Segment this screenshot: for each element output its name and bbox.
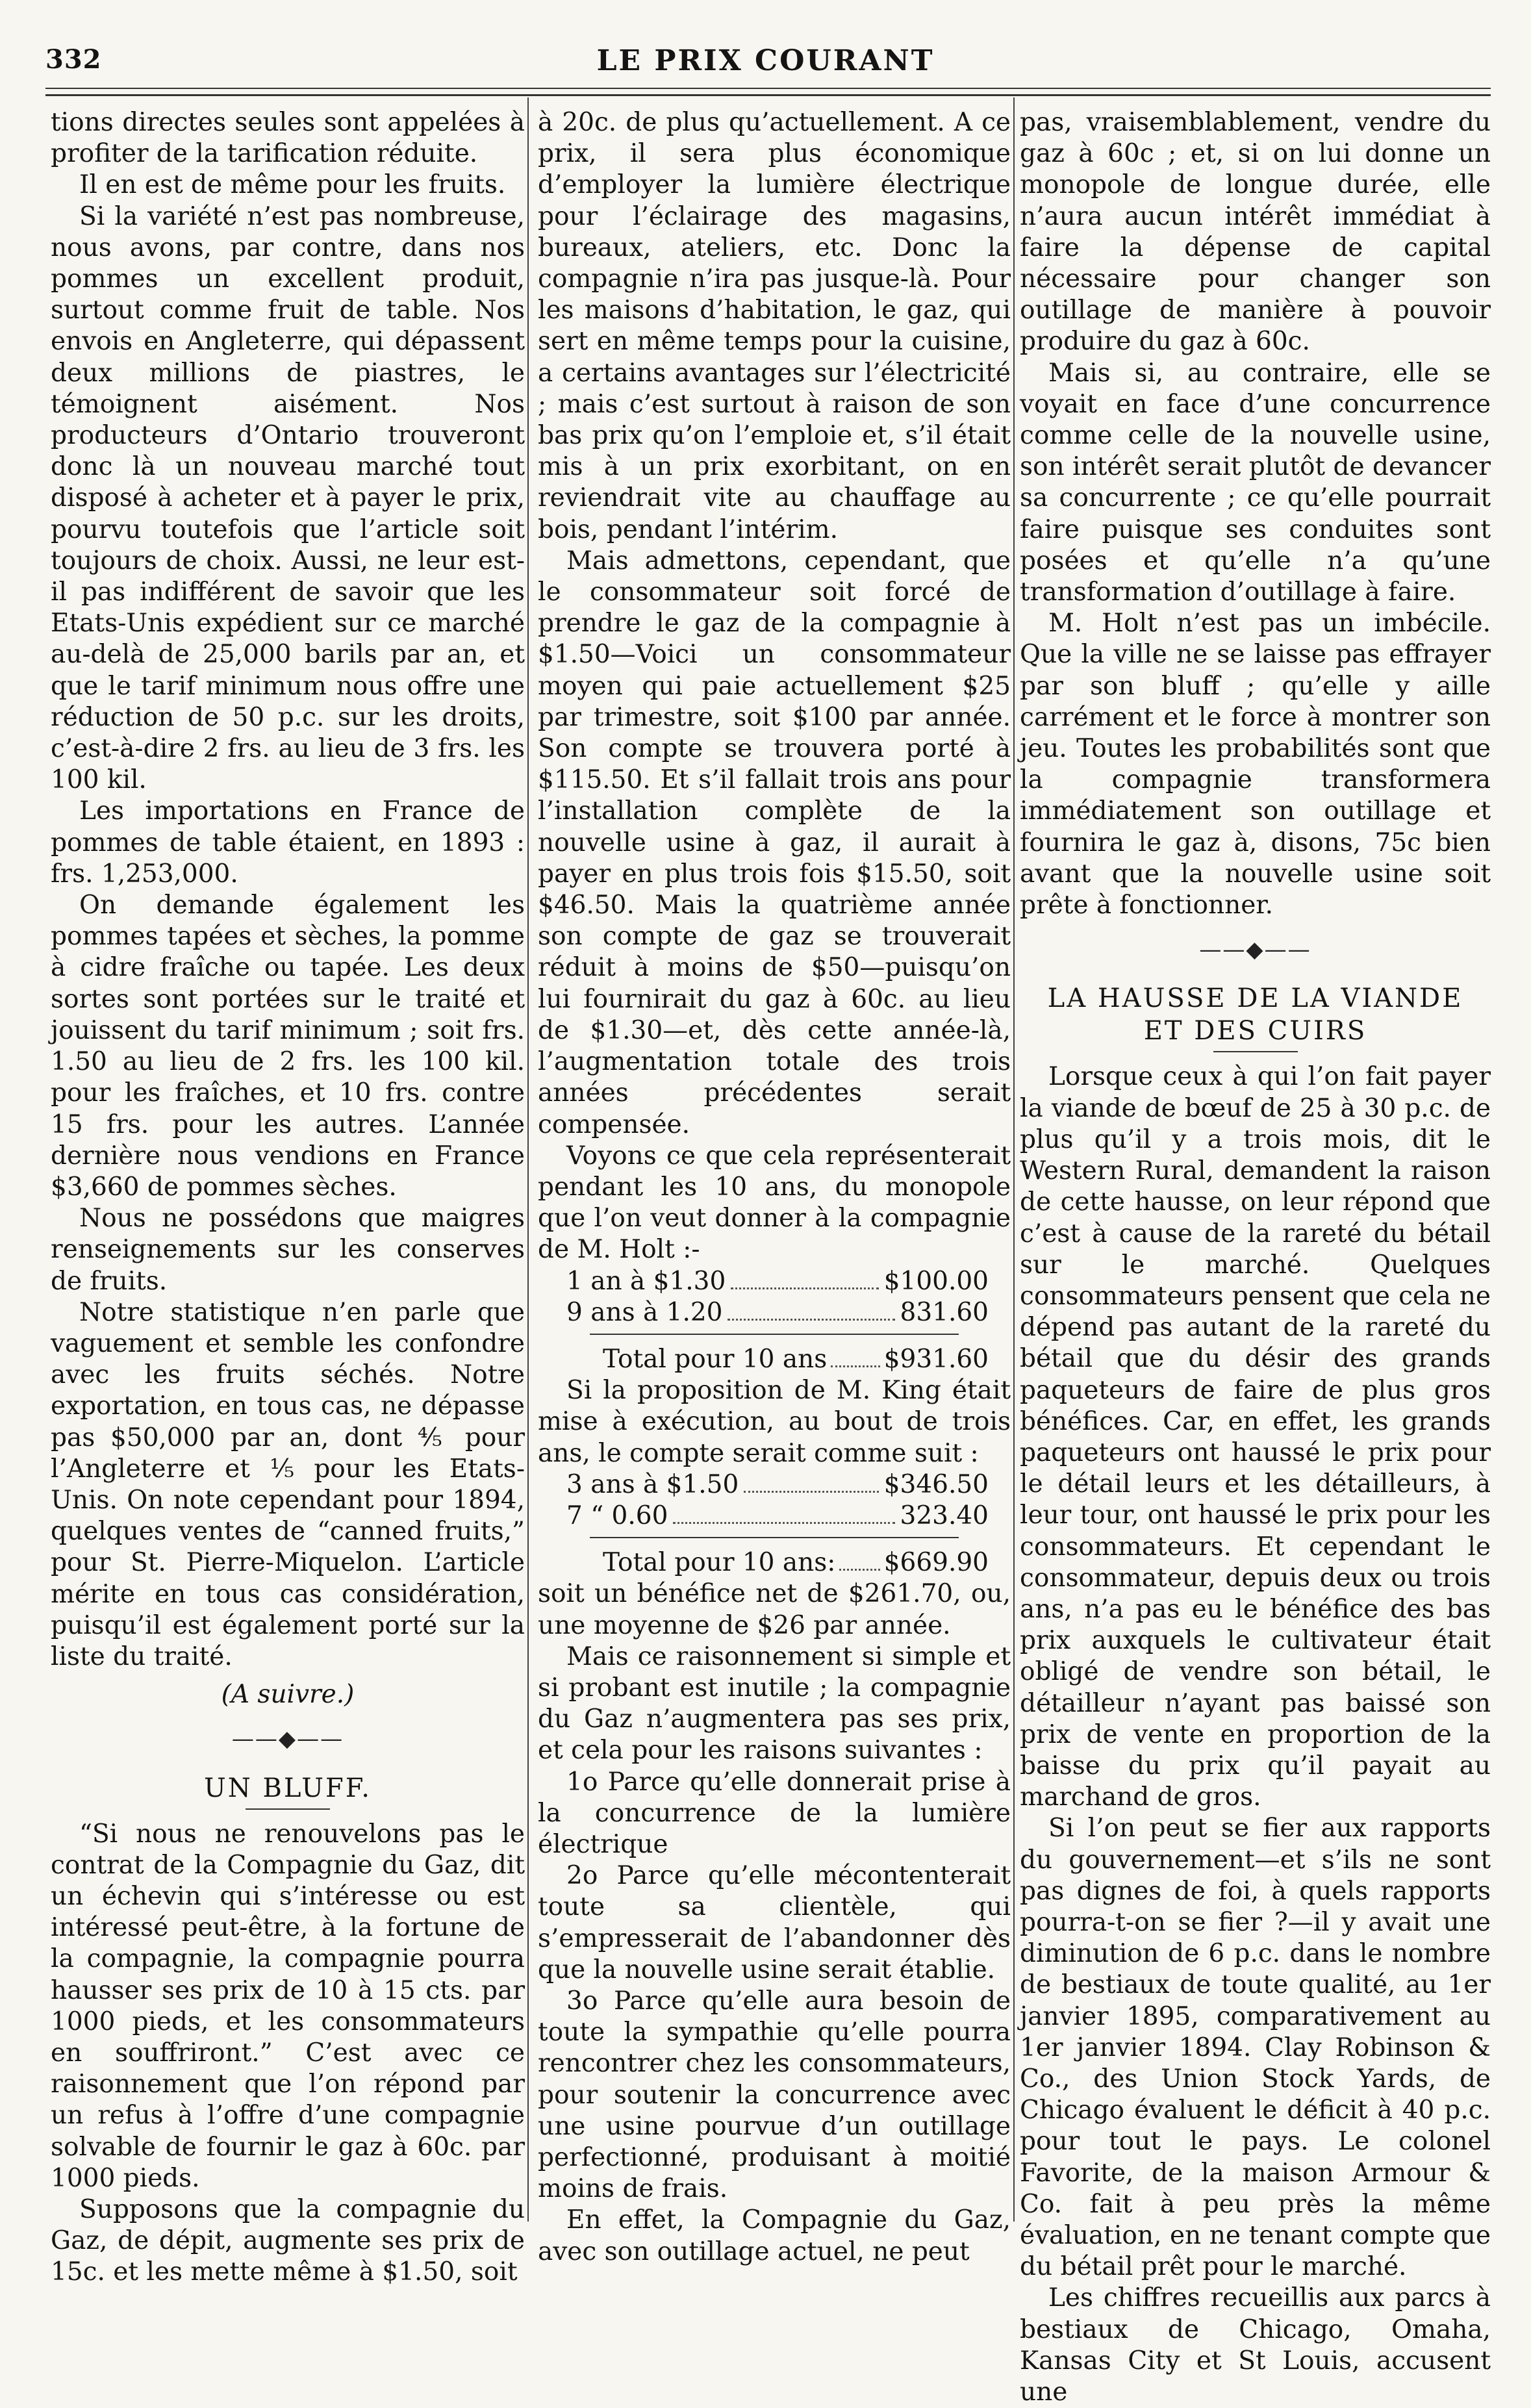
- table-row: [538, 1501, 1011, 1532]
- total-amount: $669.90: [883, 1548, 989, 1578]
- ornament-divider: ——◆——: [231, 1726, 344, 1753]
- total-row: [538, 1344, 1011, 1375]
- paragraph: pas, vraisemblablement, vendre du gaz à 60c ; et, si on lui donne un monopole de longue durée, elle n’aura aucun intérêt immédiat à faire la dépense de capital nécessaire pour changer son outillage de manière à pouvoir produire du gaz à 60c.: [1020, 108, 1491, 357]
- paragraph: Mais ce raisonnement si simple et si probant est inutile ; la compagnie du Gaz n’augmentera pas ses prix, et cela pour les raisons suivantes :: [538, 1641, 1011, 1766]
- paragraph: Si l’on peut se fier aux rapports du gouvernement—et s’ils ne sont pas dignes de foi, à quels rapports pourra-t-on se fier ?—il y avait une diminution de 6 p.c. dans le nombre de bestiaux de toute qualité, au 1er janvier 1895, comparativement au 1er janvier 1894. Clay Robinson & Co., des Union Stock Yards, de Chicago évaluent le déficit à 40 p.c. pour tout le pays. Le colonel Favorite, de la maison Armour & Co. fait à peu près la même évaluation, en ne tenant compte que du bétail prêt pour le marché.: [1020, 1814, 1491, 2282]
- total-label: Total pour 10 ans: [603, 1344, 828, 1374]
- total-row: [538, 1547, 1011, 1578]
- heading-line: LA HAUSSE DE LA VIANDE: [1047, 983, 1463, 1014]
- paragraph: Notre statistique n’en parle que vaguement et semble les confondre avec les fruits séchés. Notre exportation, en tous cas, ne dépasse pas $50,000 par an, dont ⅘ pour l’Angleterre et ⅕ pour les Etats-Unis. On note cependant pour 1894, quelques ventes de “canned fruits,” pour St. Pierre-Miquelon. L’article mérite en tous cas considération, puisqu’il est également porté sur la liste du traité.: [51, 1297, 525, 1671]
- row-label: 9 ans à 1.20: [566, 1297, 723, 1327]
- paragraph: Si la variété n’est pas nombreuse, nous avons, par contre, dans nos pommes un excellent produit, surtout comme fruit de table. Nos envois en Angleterre, qui dépassent deux millions de piastres, le témoignent aisément. Nos producteurs d’Ontario trouveront donc là un nouveau marché tout disposé à acheter et à payer le prix, pourvu toutefois que l’article soit toujours de choix. Aussi, ne leur est-il pas indifférent de savoir que les Etats-Unis expédient sur ce marché au-delà de 25,000 barils par an, et que le tarif minimum nous offre une réduction de 50 p.c. sur les droits, c’est-à-dire 2 frs. au lieu de 3 frs. les 100 kil.: [51, 201, 525, 795]
- paragraph: Voyons ce que cela représenterait pendant les 10 ans, du monopole que l’on veut donner à la compagnie de M. Holt :-: [538, 1141, 1011, 1265]
- row-amount: $346.50: [883, 1469, 989, 1499]
- row-amount: $100.00: [883, 1266, 989, 1296]
- paragraph: “Si nous ne renouvelons pas le contrat de la Compagnie du Gaz, dit un échevin qui s’intéresse ou est intéressé peut-être, à la fortune de la compagnie, la compagnie pourra hausser ses prix de 10 à 15 cts. par 1000 pieds, et les consommateurs en souffriront.” C’est avec ce raisonnement que l’on répond par un refus à l’offre d’une compagnie solvable de fournir le gaz à 60c. par 1000 pieds.: [51, 1819, 525, 2193]
- paragraph: 2o Parce qu’elle mécontenterait toute sa clientèle, qui s’empresserait de l’abandonner dès que la nouvelle usine serait établie.: [538, 1861, 1011, 1984]
- ornament-divider: ——◆——: [1199, 937, 1311, 963]
- paragraph: Mais si, au contraire, elle se voyait en face d’une concurrence comme celle de la nouvelle usine, son intérêt serait plutôt de devancer sa concurrente ; ce qu’elle pourrait faire puisque ses conduites sont posées et qu’elle n’a qu’une transformation d’outillage à faire.: [1020, 358, 1491, 607]
- table-row: [538, 1297, 1011, 1328]
- leader-dots: [731, 1266, 878, 1289]
- row-label: 7 “ 0.60: [566, 1501, 668, 1530]
- total-amount: $931.60: [883, 1344, 989, 1374]
- paragraph: 3o Parce qu’elle aura besoin de toute la sympathie qu’elle pourra rencontrer chez les consommateurs, pour soutenir la concurrence avec une usine pourvue d’un outillage perfectionné, produisant à moitié moins de frais.: [538, 1986, 1011, 2204]
- row-amount: 323.40: [900, 1501, 989, 1530]
- page-number: 332: [45, 44, 102, 75]
- total-label: Total pour 10 ans:: [603, 1548, 836, 1578]
- column-middle: [538, 107, 1011, 2268]
- column-divider: [1013, 97, 1015, 2222]
- paragraph: Nous ne possédons que maigres renseignements sur les conserves de fruits.: [51, 1204, 525, 1296]
- leader-dots: [744, 1469, 878, 1493]
- heading-line: ET DES CUIRS: [1143, 1016, 1367, 1046]
- paragraph: Il en est de même pour les fruits.: [79, 170, 506, 200]
- paragraph: Lorsque ceux à qui l’on fait payer la viande de bœuf de 25 à 30 p.c. de plus qu’il y a trois mois, dit le Western Rural, demandent la raison de cette hausse, on leur répond que c’est à cause de la rareté du bétail sur le marché. Quelques consommateurs pensent que cela ne dépend pas autant de la rareté du bétail que du désir des grands paqueteurs de faire de plus gros bénéfices. Car, en effet, les grands paqueteurs ont haussé le prix pour le détail leurs et les détailleurs, à leur tour, ont haussé le prix pour les consommateurs. Et cependant le consommateur, depuis deux ou trois ans, n’a pas eu le bénéfice des bas prix auxquels le cultivateur était obligé de vendre son bétail, le détailleur n’ayant pas baissé son prix de vente en proportion de la baisse du prix qu’il payait au marchand de gros.: [1020, 1062, 1491, 1812]
- column-left: [51, 107, 525, 2288]
- paragraph: En effet, la Compagnie du Gaz, avec son outillage actuel, ne peut: [538, 2205, 1011, 2266]
- paragraph: Mais admettons, cependant, que le consommateur soit forcé de prendre le gaz de la compagnie à $1.50—Voici un consommateur moyen qui paie actuellement $25 par trimestre, soit $100 par année. Son compte se trouvera porté à $115.50. Et s’il fallait trois ans pour l’installation complète de la nouvelle usine à gaz, il aurait à payer en plus trois fois $15.50, soit $46.50. Mais la quatrième année son compte de gaz se trouverait réduit à moins de $50—puisqu’on lui fournirait du gaz à 60c. au lieu de $1.30—et, dès cette année-là, l’augmentation totale des trois années précédentes serait compensée.: [538, 546, 1011, 1139]
- heading-rule: [1213, 1051, 1298, 1052]
- leader-dots: [728, 1297, 894, 1321]
- table-row: [538, 1266, 1011, 1297]
- heading-rule: [246, 1808, 330, 1810]
- paragraph: On demande également les pommes tapées et sèches, la pomme à cidre fraîche ou tapée. Les deux sortes sont portées sur le traité et jouissent du tarif minimum ; soit frs. 1.50 au lieu de 2 frs. les 100 kil. pour les fraîches, et 10 frs. contre 15 frs. pour les autres. L’année dernière nous vendions en France $3,660 de pommes sèches.: [51, 891, 525, 1202]
- column-right: [1020, 107, 1491, 2408]
- row-amount: 831.60: [900, 1297, 989, 1327]
- paragraph: 1o Parce qu’elle donnerait prise à la concurrence de la lumière électrique: [538, 1767, 1011, 1859]
- paragraph: Si la proposition de M. King était mise à exécution, au bout de trois ans, le compte serait comme suit :: [538, 1376, 1011, 1468]
- paragraph: Les chiffres recueillis aux parcs à bestiaux de Chicago, Omaha, Kansas City et St Louis, accusent une: [1020, 2283, 1491, 2407]
- leader-dots: [839, 1547, 879, 1571]
- header-rule-double: [45, 94, 1491, 96]
- paragraph: M. Holt n’est pas un imbécile. Que la ville ne se laisse pas effrayer par son bluff ; qu’elle y aille carrément et le force à montrer son jeu. Toutes les probabilités sont que la compagnie transformera immédiatement son outillage et fournira le gaz à, disons, 75c bien avant que la nouvelle usine soit prête à fonctionner.: [1020, 609, 1491, 920]
- paragraph: soit un bénéfice net de $261.70, ou, une moyenne de $26 par année.: [538, 1579, 1011, 1640]
- leader-dots: [831, 1344, 879, 1367]
- paragraph: Les importations en France de pommes de table étaient, en 1893 : frs. 1,253,000.: [51, 796, 525, 889]
- total-rule: [590, 1537, 959, 1538]
- header-rule: [45, 88, 1491, 89]
- article-heading: UN BLUFF.: [204, 1773, 372, 1803]
- article-heading: [1020, 982, 1491, 1047]
- leader-dots: [673, 1501, 894, 1524]
- row-label: 3 ans à $1.50: [566, 1469, 739, 1499]
- paragraph: Supposons que la compagnie du Gaz, de dépit, augmente ses prix de 15c. et les mette même à $1.50, soit: [51, 2195, 525, 2287]
- to-be-continued: (A suivre.): [221, 1680, 355, 1710]
- running-title: LE PRIX COURANT: [596, 44, 935, 77]
- paragraph: à 20c. de plus qu’actuellement. A ce prix, il sera plus économique d’employer la lumière électrique pour l’éclairage des magasins, bureaux, ateliers, etc. Donc la compagnie n’ira pas jusque-là. Pour les maisons d’habitation, le gaz, qui sert en même temps pour la cuisine, a certains avantages sur l’électricité ; mais c’est surtout à raison de son bas prix qu’on l’emploie et, s’il était mis à un prix exorbitant, on en reviendrait vite au chauffage au bois, pendant l’intérim.: [538, 108, 1011, 544]
- column-divider: [527, 97, 529, 2222]
- paragraph: tions directes seules sont appelées à profiter de la tarification réduite.: [51, 108, 525, 169]
- total-rule: [590, 1334, 959, 1335]
- row-label: 1 an à $1.30: [566, 1266, 726, 1296]
- table-row: [538, 1469, 1011, 1501]
